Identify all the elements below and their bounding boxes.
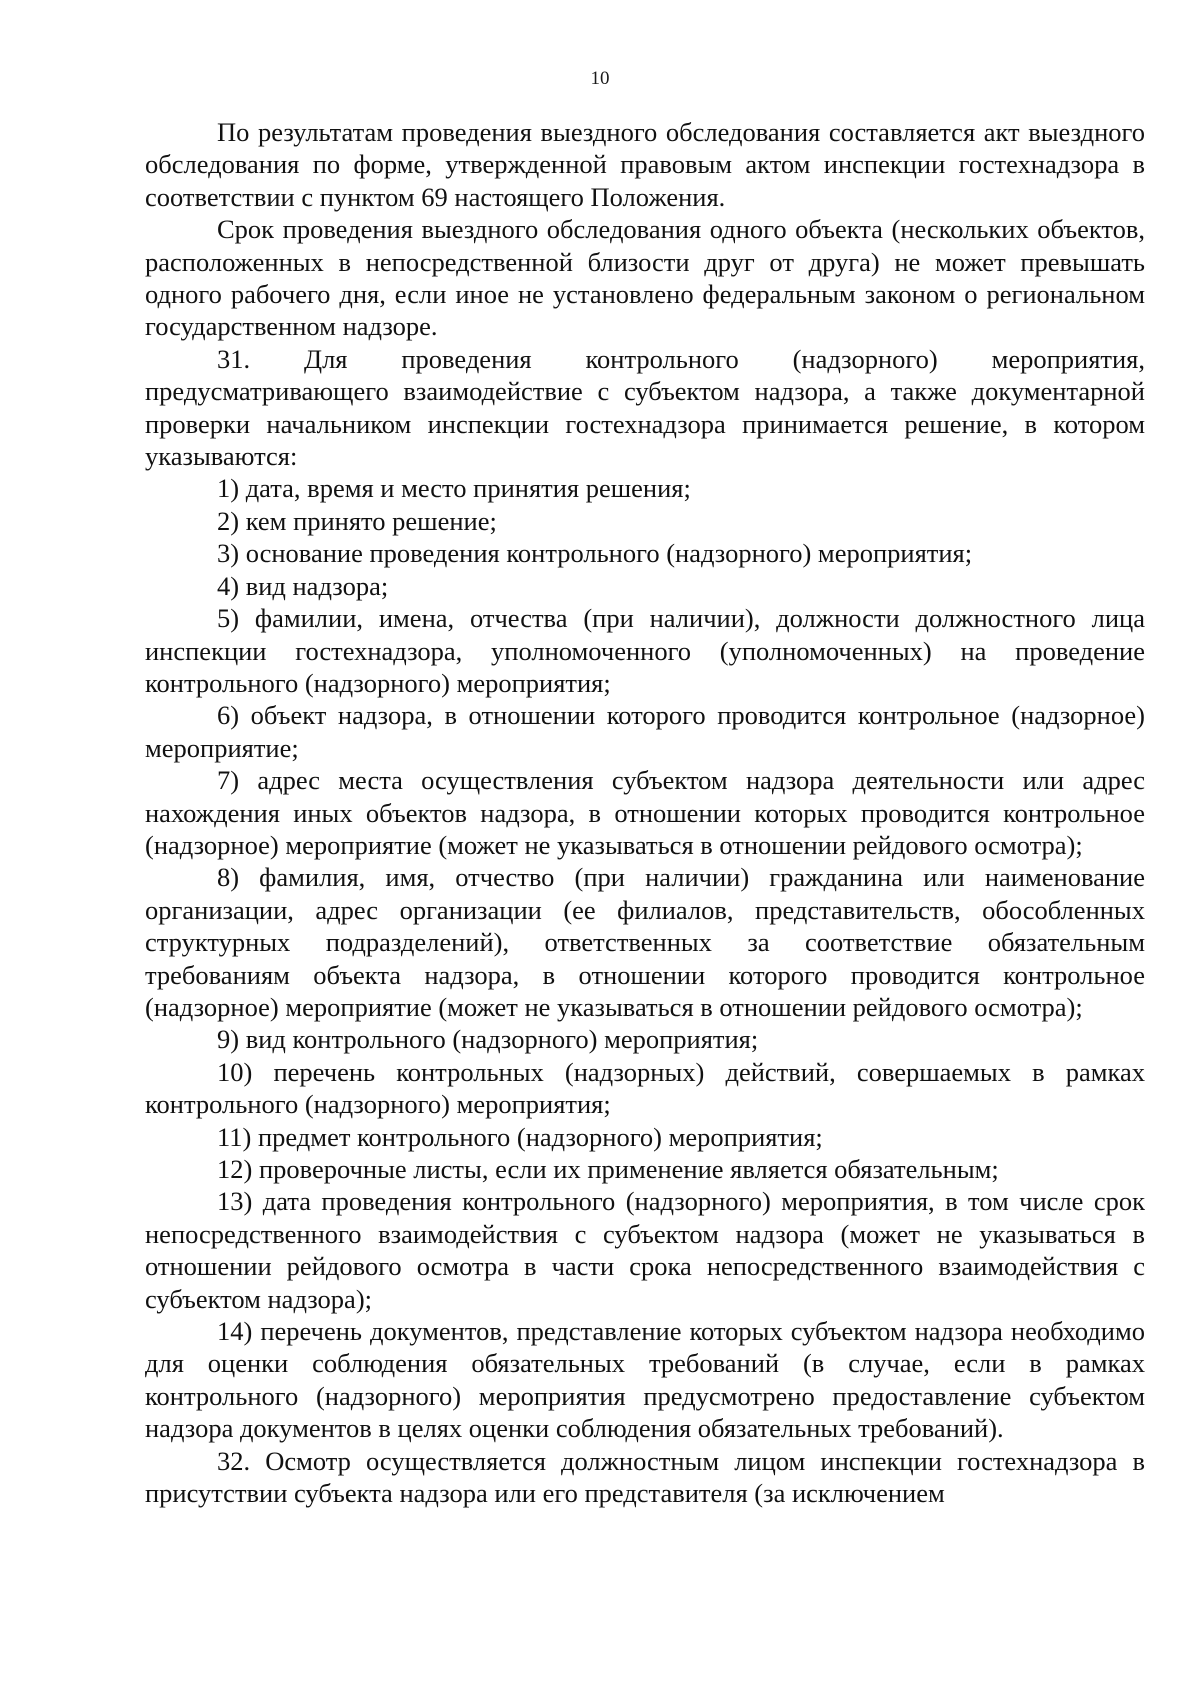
- list-item-14: 14) перечень документов, представление которых субъектом надзора необходимо для оценки соблюдения обязательных требований (в случае, если в рамках контрольного (надзорного) мероприятия предусмотрено предоставление субъектом надзора документов в целях оценки соблюдения обязательных требований).: [145, 1316, 1145, 1444]
- list-item-11: 11) предмет контрольного (надзорного) мероприятия;: [217, 1121, 823, 1152]
- list-item-9: 9) вид контрольного (надзорного) мероприятия;: [217, 1024, 759, 1055]
- paragraph-32-inspection: 32. Осмотр осуществляется должностным лицом инспекции гостехнадзора в присутствии субъекта надзора или его представителя (за исключением: [145, 1445, 1145, 1509]
- paragraph-inspection-term: Срок проведения выездного обследования одного объекта (нескольких объектов, расположенных в непосредственной близости друг от друга) не может превышать одного рабочего дня, если иное не установлено федеральным законом о региональном государственном надзоре.: [145, 214, 1145, 342]
- list-item-2: 2) кем принято решение;: [217, 505, 497, 536]
- list-item-12: 12) проверочные листы, если их применение является обязательным;: [217, 1154, 999, 1184]
- page-number: 10: [590, 68, 610, 89]
- paragraph-31-decision: 31. Для проведения контрольного (надзорного) мероприятия, предусматривающего взаимодействие с субъектом надзора, а также документарной проверки начальником инспекции гостехнадзора принимается решение, в котором указываются:: [145, 343, 1145, 472]
- list-item-8: 8) фамилия, имя, отчество (при наличии) гражданина или наименование организации, адрес организации (ее филиалов, представительств, обособленных структурных подразделений), ответственных за соответствие обязательным требованиям объекта надзора, в отношении которого проводится контрольное (надзорное) мероприятие (может не указываться в отношении рейдового осмотра);: [145, 862, 1145, 1022]
- list-item-5: 5) фамилии, имена, отчества (при наличии), должности должностного лица инспекции гостехнадзора, уполномоченного (уполномоченных) на проведение контрольного (надзорного) мероприятия;: [145, 603, 1145, 698]
- list-item-10: 10) перечень контрольных (надзорных) действий, совершаемых в рамках контрольного (надзорного) мероприятия;: [145, 1056, 1145, 1120]
- list-item-7: 7) адрес места осуществления субъектом надзора деятельности или адрес нахождения иных объектов надзора, в отношении которых проводится контрольное (надзорное) мероприятие (может не указываться в отношении рейдового осмотра);: [145, 765, 1145, 860]
- list-item-13: 13) дата проведения контрольного (надзорного) мероприятия, в том числе срок непосредственного взаимодействия с субъектом надзора (может не указываться в отношении рейдового осмотра в части срока непосредственного взаимодействия с субъектом надзора);: [145, 1186, 1145, 1314]
- list-item-1: 1) дата, время и место принятия решения;: [217, 473, 691, 504]
- list-item-4: 4) вид надзора;: [217, 570, 389, 601]
- paragraph-inspection-act: По результатам проведения выездного обследования составляется акт выездного обследования по форме, утвержденной правовым актом инспекции гостехнадзора в соответствии с пунктом 69 настоящего Положения.: [145, 117, 1145, 212]
- list-item-6: 6) объект надзора, в отношении которого проводится контрольное (надзорное) мероприятие;: [145, 700, 1145, 763]
- list-item-3: 3) основание проведения контрольного (надзорного) мероприятия;: [217, 538, 973, 569]
- document-body: [145, 116, 1145, 1509]
